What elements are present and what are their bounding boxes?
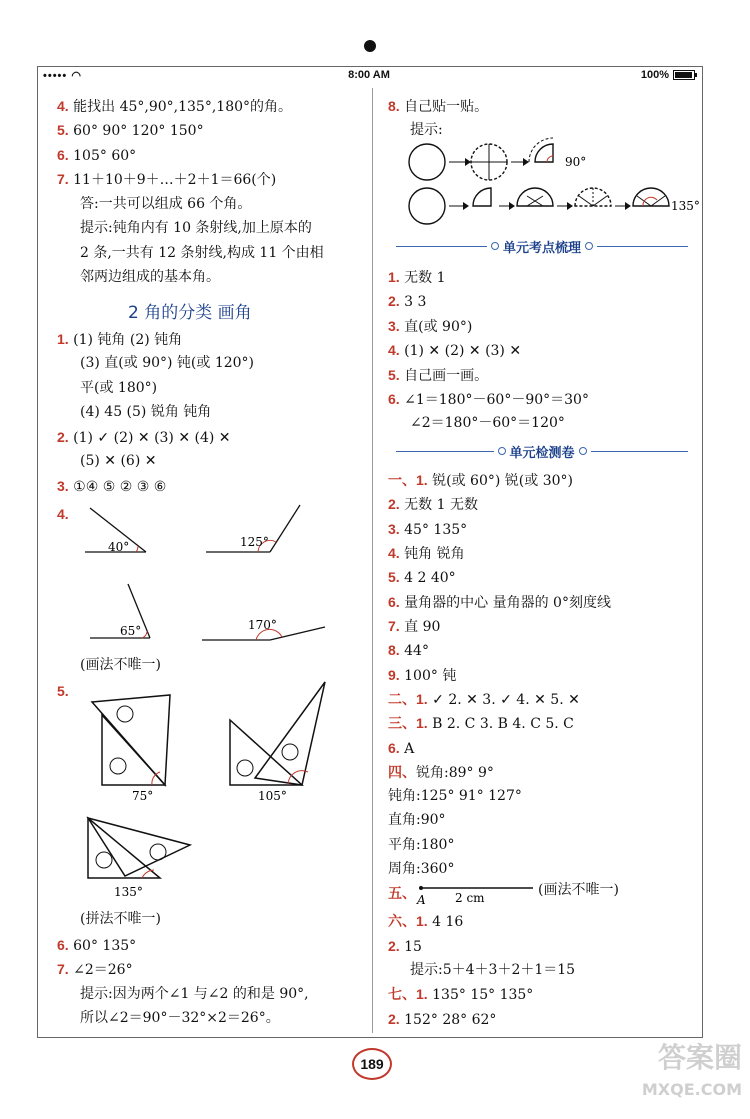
r-part-2: 二、1. ✓ 2. ✕ 3. ✓ 4. ✕ 5. ✕ [388, 691, 580, 708]
r-review-6: 6. ∠1＝180°－60°－90°＝30° [388, 391, 589, 408]
r-test-7: 7. 直 90 [388, 618, 441, 635]
q7-hint-2: 所以∠2＝90°－32°×2＝26°。 [80, 1010, 280, 1026]
q5-label: 5. [57, 683, 69, 699]
angle-125 [206, 505, 300, 552]
r-test-5: 5. 4 2 40° [388, 569, 456, 586]
r-part-6-2: 2. 15 [388, 938, 422, 955]
q2-line-1: 2. (1) ✓ (2) ✕ (3) ✕ (4) ✕ [57, 429, 231, 446]
point-a-label: A [417, 893, 426, 907]
item-7-answer: 答:一共可以组成 66 个角。 [80, 196, 252, 212]
r-test-1: 一、1. 锐(或 60°) 锐(或 30°) [388, 472, 573, 489]
angle-65 [90, 584, 150, 638]
item-4: 4. 能找出 45°,90°,135°,180°的角。 [57, 98, 293, 115]
triangle-set-105 [230, 682, 325, 803]
signal-indicator: ••••• ◠ [43, 70, 82, 82]
battery-indicator: 100% [641, 69, 695, 81]
angle-75-label: 75° [132, 789, 154, 803]
q4-label: 4. [57, 506, 69, 522]
r-part-6-hint: 提示:5＋4＋3＋2＋1＝15 [410, 962, 576, 978]
r-review-4: 4. (1) ✕ (2) ✕ (3) ✕ [388, 342, 522, 359]
camera-dot [364, 40, 376, 52]
item-7: 7. 11＋10＋9＋…＋2＋1＝66(个) [57, 171, 277, 188]
r-part-4-e: 周角:360° [388, 861, 455, 877]
q5-note: (拼法不唯一) [80, 911, 161, 927]
watermark-url: MXQE.COM [641, 1080, 742, 1099]
r-part-7: 七、1. 135° 15° 135° [388, 986, 534, 1003]
wifi-icon: ◠ [71, 70, 82, 82]
deg-135-label: 135° [671, 199, 700, 213]
q7-hint-1: 提示:因为两个∠1 与∠2 的和是 90°, [80, 986, 309, 1002]
q7-line: 7. ∠2＝26° [57, 961, 133, 978]
item-5: 5. 60° 90° 120° 150° [57, 122, 204, 139]
r-review-6b: ∠2＝180°－60°＝120° [410, 415, 565, 431]
r-test-6: 6. 量角器的中心 量角器的 0°刻度线 [388, 594, 611, 611]
r-part-4-d: 平角:180° [388, 837, 455, 853]
angle-40-label: 40° [108, 540, 130, 554]
r-review-1: 1. 无数 1 [388, 269, 446, 286]
section-head-test: 单元检测卷 [392, 443, 692, 459]
page-number: 189 [352, 1048, 392, 1080]
section-title: 2 角的分类 画角 [128, 303, 252, 323]
item-7-hint-1: 提示:钝角内有 10 条射线,加上原本的 [80, 220, 312, 236]
q1-line-1: 1. (1) 钝角 (2) 钝角 [57, 331, 183, 348]
circle-dot-icon [491, 242, 499, 250]
angle-170 [202, 618, 325, 640]
status-bar [37, 66, 701, 84]
angle-65-label: 65° [120, 624, 142, 638]
folding-diagram [405, 140, 700, 225]
fold-row-135 [409, 188, 700, 224]
item-7-hint-2: 2 条,一共有 12 条射线,构成 11 个由相 [80, 245, 324, 261]
deg-90-label: 90° [565, 155, 587, 169]
r-part-4-b: 钝角:125° 91° 127° [388, 788, 522, 804]
r-part-3-6: 6. A [388, 740, 415, 757]
q2-line-2: (5) ✕ (6) ✕ [80, 453, 157, 469]
section-head-review: 单元考点梳理 [392, 238, 692, 254]
r-part-6: 六、1. 4 16 [388, 913, 464, 930]
angle-170-label: 170° [248, 618, 277, 632]
r-part-3: 三、1. B 2. C 3. B 4. C 5. C [388, 715, 574, 732]
angle-125-label: 125° [240, 535, 269, 549]
angle-40 [85, 508, 146, 554]
q6-line: 6. 60° 135° [57, 937, 137, 954]
circle-dot-icon [498, 447, 506, 455]
r-part-7-2: 2. 152° 28° 62° [388, 1011, 497, 1028]
q4-note: (画法不唯一) [80, 657, 161, 673]
triangle-diagrams [80, 680, 340, 905]
battery-icon [673, 70, 695, 80]
r-review-2: 2. 3 3 [388, 293, 427, 310]
q3-line: 3. ①④ ⑤ ② ③ ⑥ [57, 478, 167, 495]
r-test-8: 8. 44° [388, 642, 429, 659]
line-segment-2cm [415, 880, 540, 906]
watermark-logo: 答案圈 [657, 1041, 742, 1074]
triangle-set-135 [88, 818, 190, 899]
circle-dot-icon [579, 447, 587, 455]
r-review-3: 3. 直(或 90°) [388, 318, 473, 335]
triangle-set-75 [92, 695, 170, 803]
r-part-5: 五、 [388, 885, 416, 901]
angle-105-label: 105° [258, 789, 287, 803]
r-part-4-c: 直角:90° [388, 812, 446, 828]
length-label: 2 cm [455, 891, 485, 905]
r-test-3: 3. 45° 135° [388, 521, 468, 538]
angle-diagrams [80, 500, 340, 650]
q1-line-3: 平(或 180°) [80, 380, 158, 396]
r-part-5-note: (画法不唯一) [538, 882, 619, 898]
item-7-hint-3: 邻两边组成的基本角。 [80, 269, 220, 285]
r-test-4: 4. 钝角 锐角 [388, 545, 465, 562]
r-item-8: 8. 自己贴一贴。 [388, 98, 489, 115]
angle-135-label: 135° [114, 885, 143, 899]
circle-dot-icon [585, 242, 593, 250]
q1-line-2: (3) 直(或 90°) 钝(或 120°) [80, 355, 255, 371]
fold-row-90 [409, 138, 586, 180]
r-item-8-hint: 提示: [410, 122, 443, 138]
r-test-2: 2. 无数 1 无数 [388, 496, 478, 513]
status-time: 8:00 AM [348, 69, 390, 81]
r-part-4-a: 四、锐角:89° 9° [388, 764, 494, 781]
item-6: 6. 105° 60° [57, 147, 137, 164]
r-review-5: 5. 自己画一画。 [388, 367, 489, 384]
column-divider [372, 88, 373, 1033]
r-test-9: 9. 100° 钝 [388, 667, 457, 684]
q1-line-4: (4) 45 (5) 锐角 钝角 [80, 404, 212, 420]
